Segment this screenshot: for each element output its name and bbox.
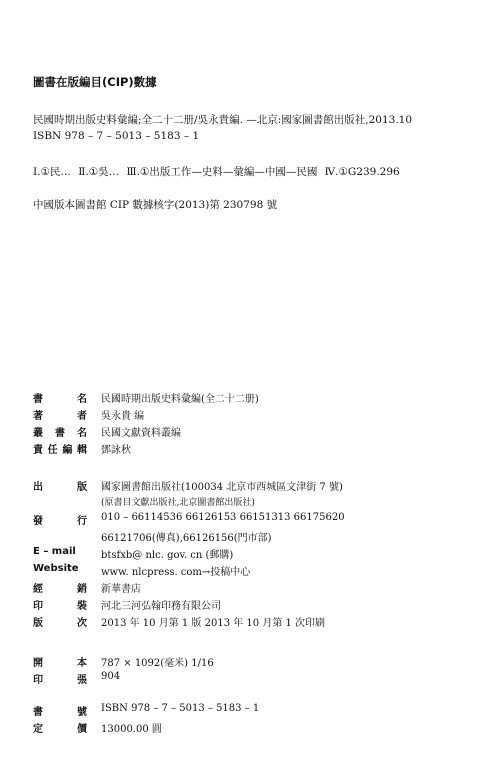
credits-section	[33, 389, 483, 457]
colophon-label: 書 號	[33, 707, 87, 718]
cip-catalog-entry: 民國時期出版史料彙編;全二十二册/吳永貴編. —北京:國家圖書館出版社,2013.10	[33, 114, 413, 126]
colophon-row	[33, 670, 483, 687]
colophon-value: www. nlcpress. com→投稿中心	[101, 567, 251, 578]
colophon-row	[33, 406, 483, 423]
cip-isbn: ISBN 978 – 7 – 5013 – 5183 – 1	[33, 130, 200, 142]
colophon-row	[33, 613, 483, 630]
colophon-label: 責 任 編 輯	[33, 445, 87, 456]
colophon-label: 著 者	[33, 411, 87, 422]
colophon-row	[33, 528, 483, 545]
colophon-row	[33, 511, 483, 528]
colophon-label: 印 裝	[33, 601, 87, 612]
colophon-row	[33, 440, 483, 457]
colophon-value: 66121706(傳真),66126156(門市部)	[101, 533, 272, 544]
colophon-label: E – mail	[33, 546, 76, 557]
pricing-section	[33, 702, 483, 736]
colophon-label: 開 本	[33, 658, 87, 669]
colophon-label: 出 版	[33, 482, 87, 493]
colophon-label: 經 銷	[33, 584, 87, 595]
colophon-value: btsfxb@ nlc. gov. cn (郵購)	[101, 550, 234, 561]
colophon-row	[33, 579, 483, 596]
colophon-value: 010 – 66114536 66126153 66151313 66175620	[101, 512, 345, 523]
colophon-row	[33, 477, 483, 494]
colophon-label: 定 價	[33, 724, 87, 735]
colophon-label: 印 張	[33, 675, 87, 686]
colophon-value: (原書目文獻出版社,北京圖書館出版社)	[101, 498, 255, 508]
publisher-section	[33, 477, 483, 630]
colophon-value: 904	[101, 671, 121, 682]
colophon-label: Website	[33, 563, 79, 574]
colophon-value: ISBN 978 – 7 – 5013 – 5183 – 1	[101, 703, 260, 714]
colophon-row	[33, 423, 483, 440]
colophon-row	[33, 389, 483, 406]
colophon-value: 國家圖書館出版社(100034 北京市西城區文津街 7 號)	[101, 482, 343, 493]
colophon-value: 民國文獻資料叢编	[101, 428, 181, 439]
colophon-row	[33, 719, 483, 736]
colophon-value: 13000.00 圓	[101, 724, 162, 735]
colophon-row	[33, 562, 483, 579]
colophon-label: 發 行	[33, 516, 87, 527]
colophon-value: 河北三河弘翰印務有限公司	[101, 601, 221, 612]
colophon-row	[33, 545, 483, 562]
colophon-label: 叢 書 名	[33, 428, 87, 439]
cip-title: 圖書在版編目(CIP)數據	[33, 75, 157, 89]
colophon-row	[33, 596, 483, 613]
colophon-value: 鄧詠秋	[101, 445, 131, 456]
colophon-value: 新華書店	[101, 584, 141, 595]
colophon-row	[33, 494, 483, 511]
format-section	[33, 653, 483, 687]
colophon-label: 版 次	[33, 618, 87, 629]
colophon-value: 吳永貴 编	[101, 411, 145, 422]
colophon-value: 民國時期出版史料彙編(全二十二册)	[101, 394, 259, 405]
cip-data-number: 中國版本圖書館 CIP 數據核字(2013)第 230798 號	[33, 199, 278, 211]
colophon-row	[33, 702, 483, 719]
colophon-value: 2013 年 10 月第 1 版 2013 年 10 月第 1 次印刷	[101, 618, 326, 629]
cip-subject-headings: Ⅰ.①民… Ⅱ.①吳… Ⅲ.①出版工作—史料—彙編—中國—民國 Ⅳ.①G239.296	[33, 166, 400, 178]
colophon-value: 787 × 1092(毫米) 1/16	[101, 658, 214, 669]
colophon-label: 書 名	[33, 394, 87, 405]
colophon-row	[33, 653, 483, 670]
